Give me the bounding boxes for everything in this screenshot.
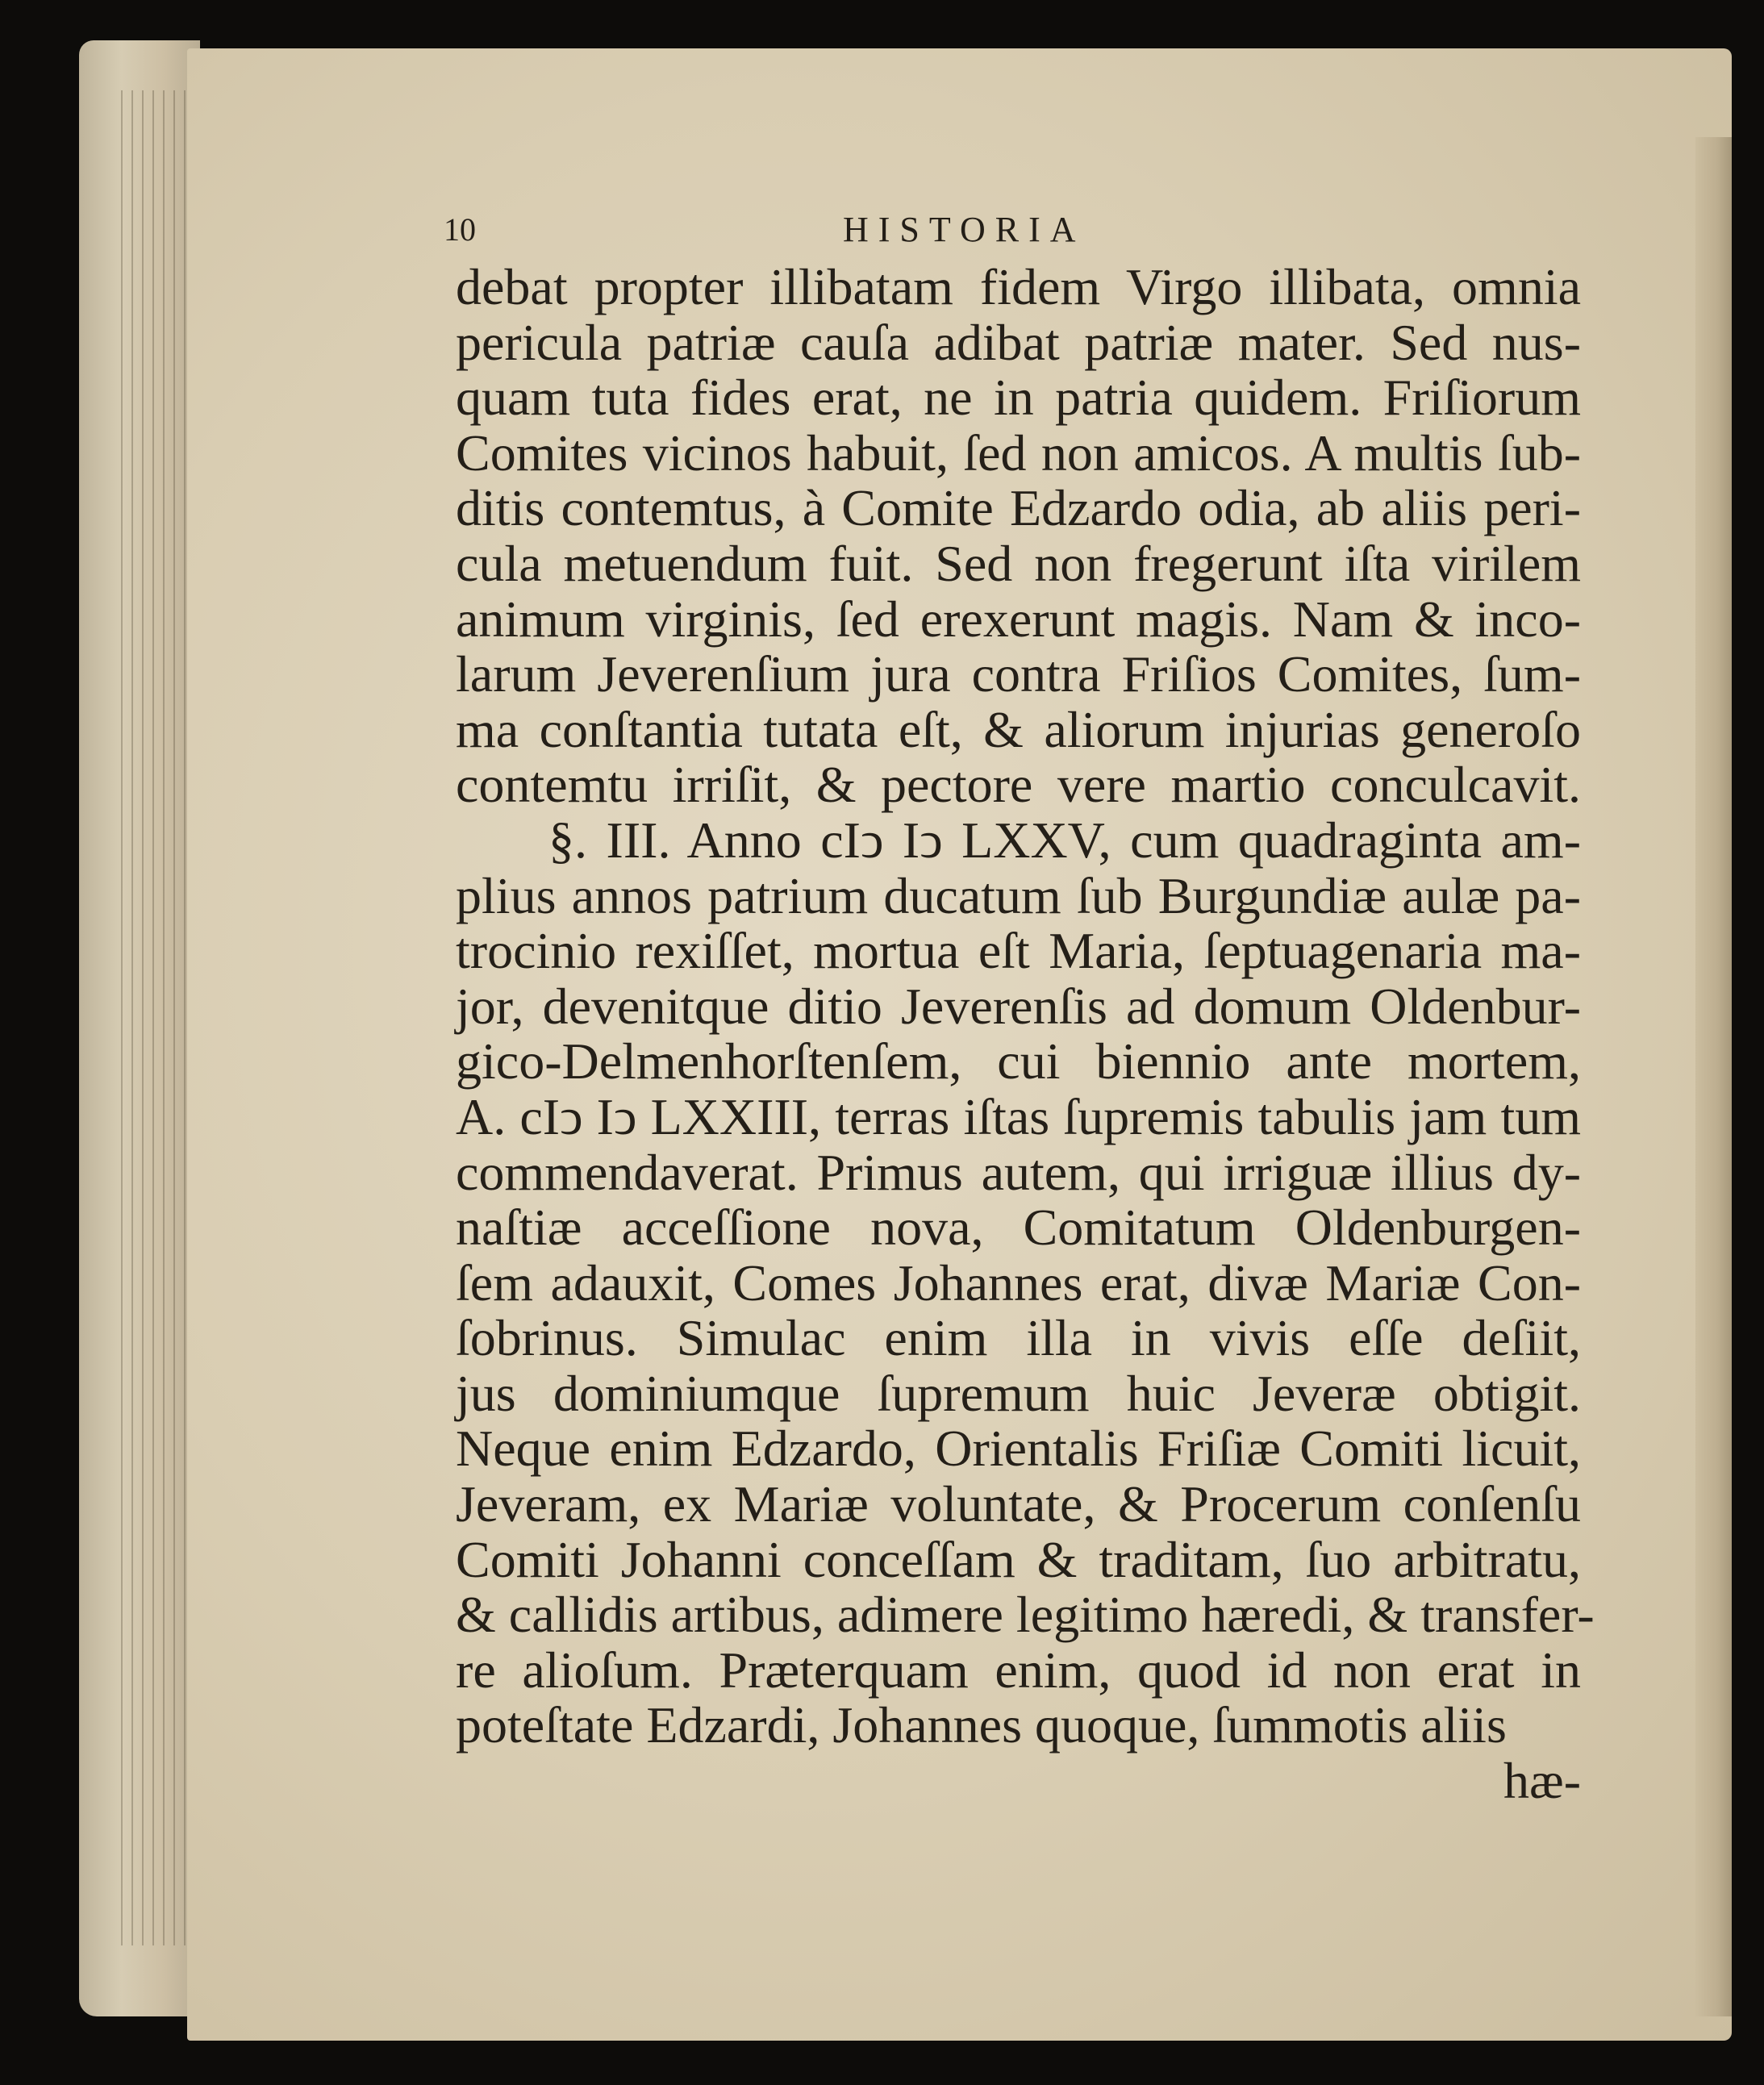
running-head [444, 206, 1653, 254]
text-line: Jeveram, ex Mariæ voluntate, & Procerum conſenſu [456, 1475, 1581, 1533]
page-edges [121, 90, 198, 1945]
page-gutter [1695, 137, 1732, 2016]
text-line: plius annos patrium ducatum ſub Burgundiæ aulæ pa- [456, 866, 1581, 924]
text-line: poteſtate Edzardi, Johannes quoque, ſummotis aliis [456, 1696, 1507, 1754]
text-line: debat propter illibatam fidem Virgo illibata, omnia [456, 258, 1581, 315]
text-line: ſem adauxit, Comes Johannes erat, divæ Mariæ Con- [456, 1253, 1581, 1311]
text-line: trocinio rexiſſet, mortua eſt Maria, ſeptuagenaria ma- [456, 922, 1581, 980]
text-line: gico-Delmenhorſtenſem, cui biennio ante mortem, [456, 1032, 1581, 1090]
text-line: pericula patriæ cauſa adibat patriæ mater. Sed nus- [456, 313, 1581, 371]
text-line: commendaverat. Primus autem, qui irriguæ illius dy- [456, 1143, 1581, 1201]
text-line: contemtu irriſit, & pectore vere martio conculcavit. [456, 756, 1581, 814]
text-line: ma conſtantia tutata eſt, & aliorum injurias generoſo [456, 700, 1581, 758]
body-text [456, 258, 1595, 1810]
text-line: jor, devenitque ditio Jeverenſis ad domum Oldenbur- [456, 977, 1581, 1035]
text-line: Comiti Johanni conceſſam & traditam, ſuo arbitratu, [456, 1530, 1581, 1588]
running-title: HISTORIA [843, 210, 1086, 249]
text-line: Neque enim Edzardo, Orientalis Friſiæ Comiti licuit, [456, 1420, 1581, 1478]
text-line: re alioſum. Præterquam enim, quod id non erat in [456, 1641, 1581, 1699]
text-line: naſtiæ acceſſione nova, Comitatum Oldenburgen- [456, 1199, 1581, 1257]
text-line: A. cIↄ Iↄ LXXIII, terras iſtas ſupremis tabulis jam tum [456, 1087, 1581, 1145]
text-line: Comites vicinos habuit, ſed non amicos. A multis ſub- [456, 423, 1581, 482]
text-line: ſobrinus. Simulac enim illa in vivis eſſe deſiit, [456, 1309, 1581, 1367]
text-line: jus dominiumque ſupremum huic Jeveræ obtigit. [456, 1364, 1581, 1422]
text-line: & callidis artibus, adimere legitimo hæredi, & transfer- [456, 1586, 1595, 1644]
page-number: 10 [444, 211, 476, 248]
text-line: ditis contemtus, à Comite Edzardo odia, ab aliis peri- [456, 479, 1581, 537]
paragraph-start-line: §. III. Anno cIↄ Iↄ LXXV, cum quadraginta am- [548, 811, 1581, 869]
text-line: larum Jeverenſium jura contra Friſios Comites, ſum- [456, 645, 1581, 703]
text-line: quam tuta fides erat, ne in patria quidem. Friſiorum [456, 369, 1581, 427]
text-line: cula metuendum fuit. Sed non fregerunt iſta virilem [456, 534, 1581, 592]
text-line: animum virginis, ſed erexerunt magis. Nam & inco- [456, 590, 1581, 648]
catchword: hæ- [1503, 1752, 1581, 1810]
